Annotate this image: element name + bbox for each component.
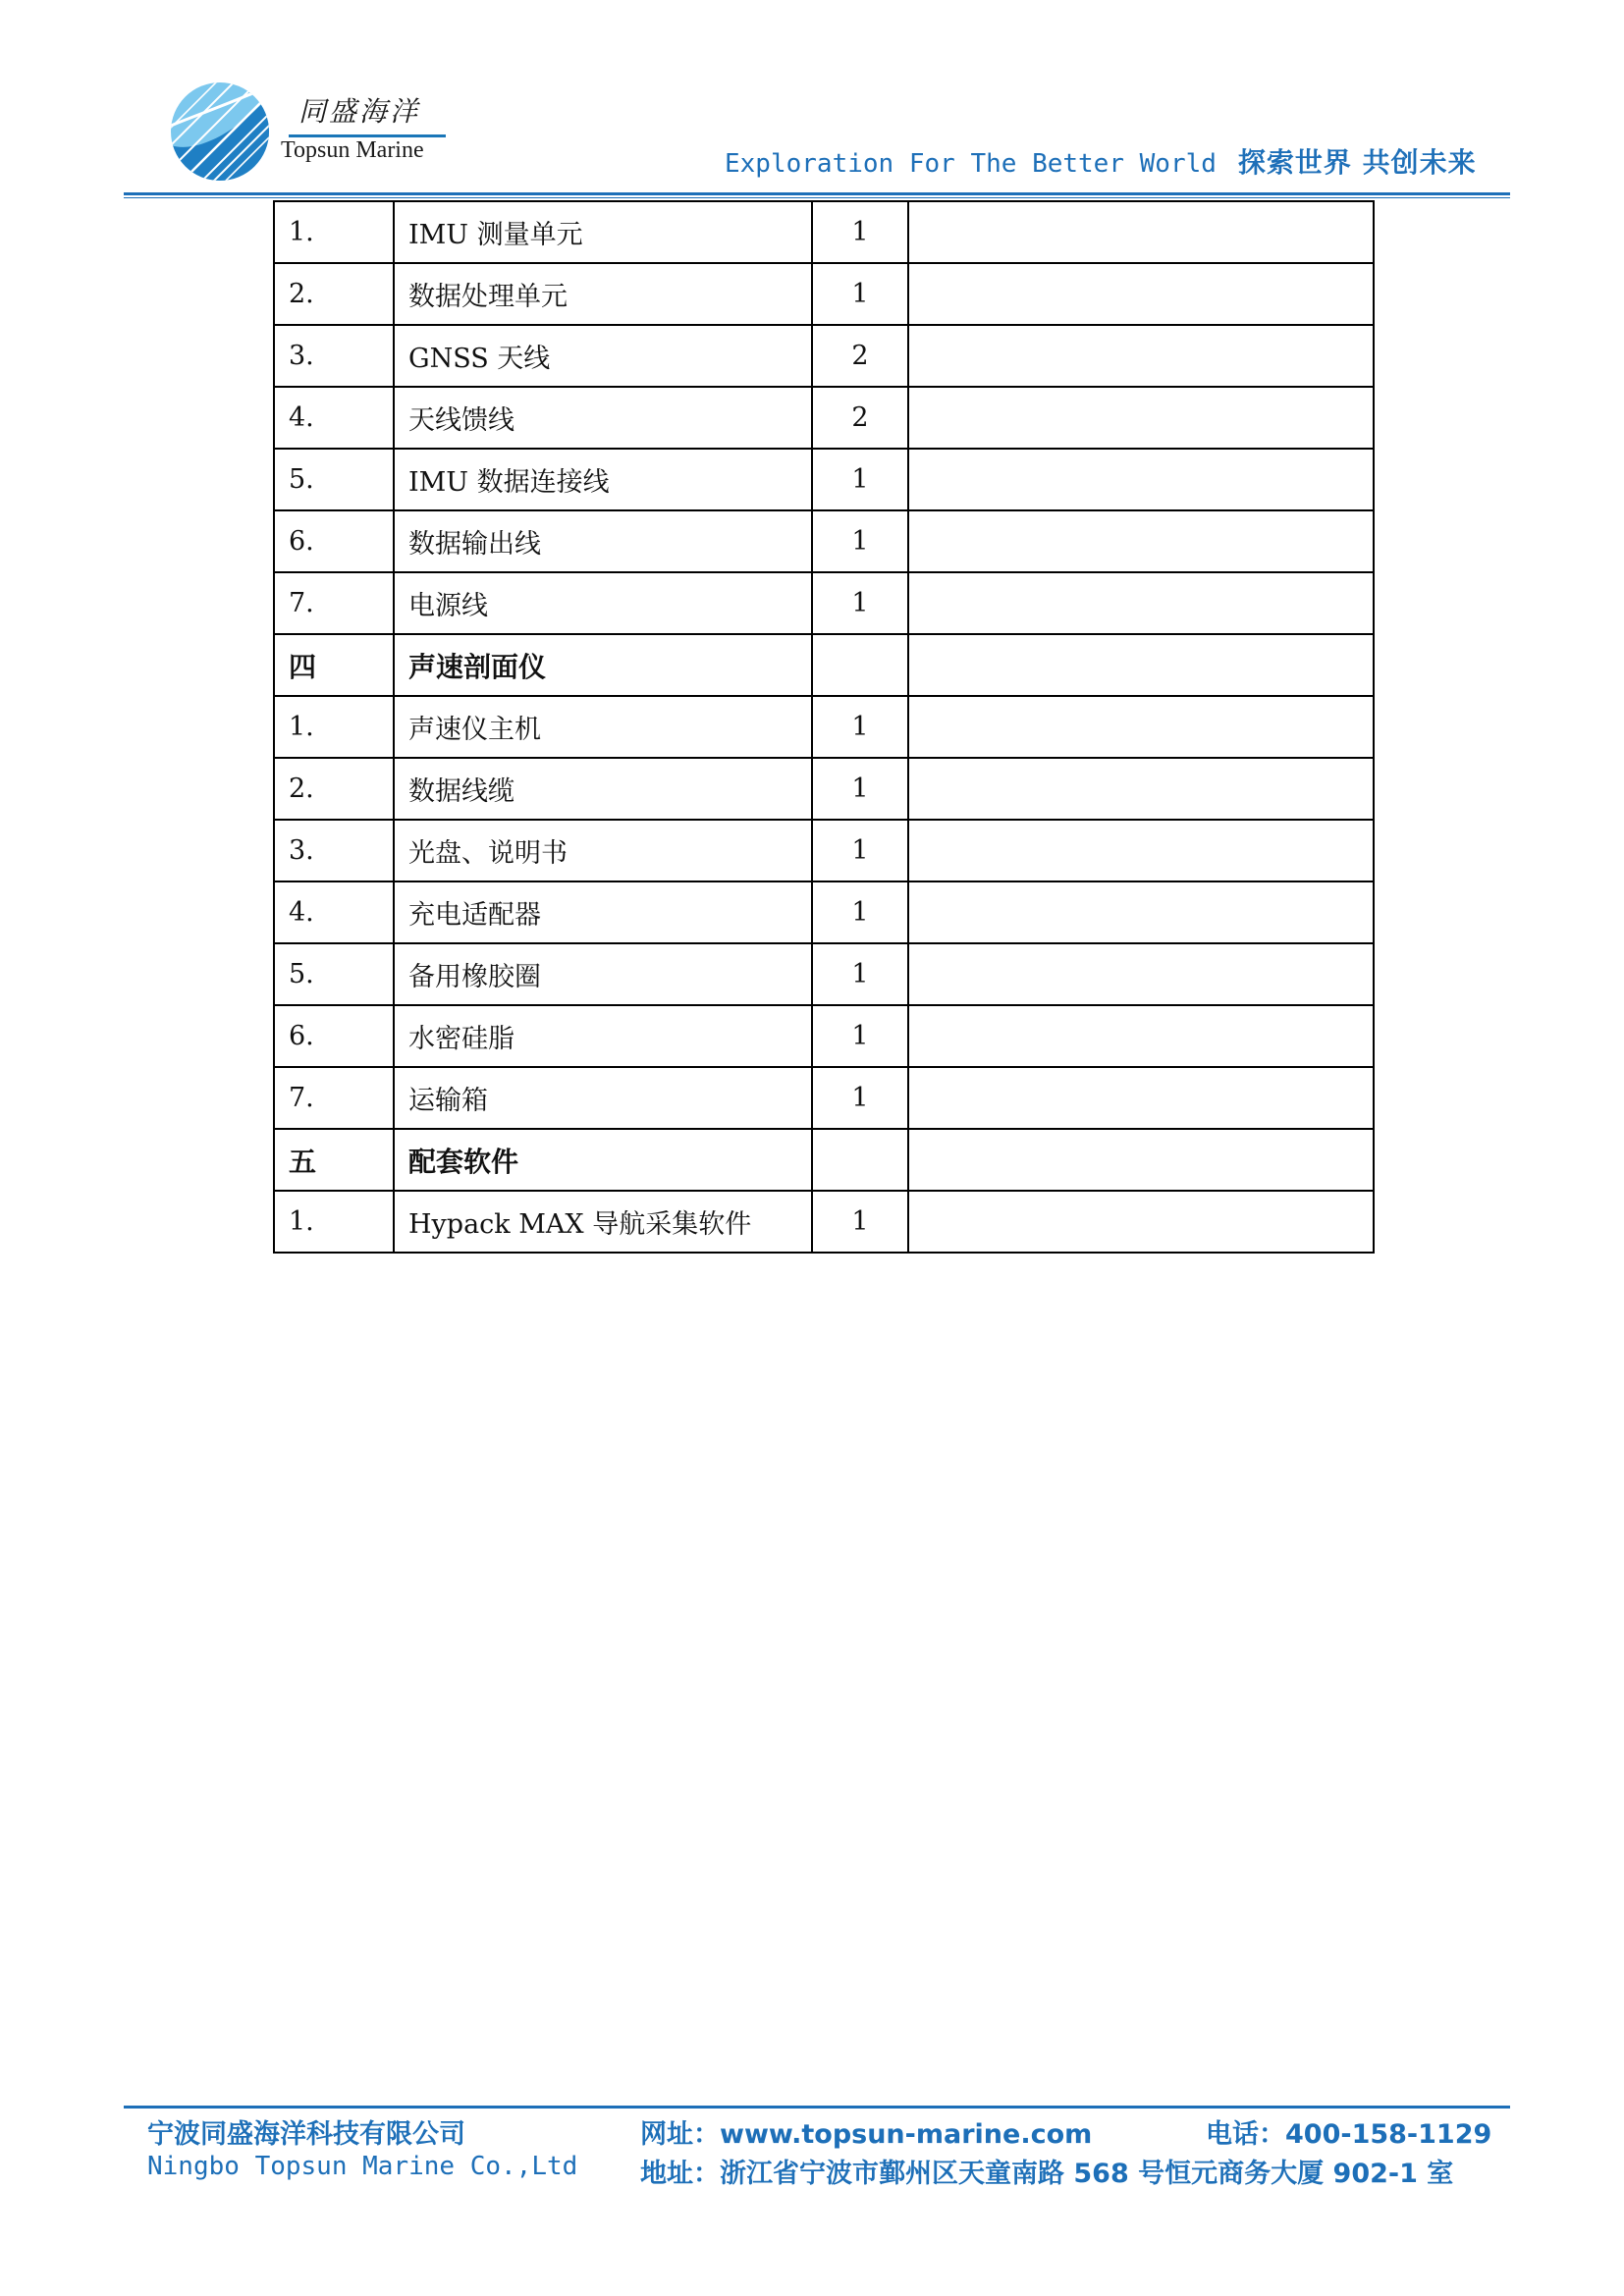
- remarks-cell: [908, 1067, 1374, 1129]
- item-name-cell: 配套软件: [394, 1129, 812, 1191]
- quantity-cell: [812, 1129, 908, 1191]
- row-number-cell: 2.: [274, 758, 394, 820]
- quantity-cell: 1: [812, 263, 908, 325]
- item-name-cell: 数据处理单元: [394, 263, 812, 325]
- quantity-cell: 1: [812, 696, 908, 758]
- item-name-cell: 充电适配器: [394, 881, 812, 943]
- footer-address: 地址：浙江省宁波市鄞州区天童南路 568 号恒元商务大厦 902-1 室: [640, 2159, 1454, 2189]
- remarks-cell: [908, 881, 1374, 943]
- remarks-cell: [908, 449, 1374, 510]
- table-row: [274, 1005, 1374, 1067]
- quantity-cell: 1: [812, 1005, 908, 1067]
- row-number-cell: 4.: [274, 387, 394, 449]
- remarks-cell: [908, 387, 1374, 449]
- row-number-cell: 1.: [274, 696, 394, 758]
- company-logo: [165, 77, 450, 187]
- table-row: [274, 572, 1374, 634]
- remarks-cell: [908, 758, 1374, 820]
- table-row: [274, 325, 1374, 387]
- item-name-cell: 数据线缆: [394, 758, 812, 820]
- logo-english-name: Topsun Marine: [281, 137, 424, 163]
- row-number-cell: 1.: [274, 1191, 394, 1253]
- table-body: [274, 201, 1374, 1253]
- quantity-cell: 1: [812, 758, 908, 820]
- item-name-cell: Hypack MAX 导航采集软件: [394, 1191, 812, 1253]
- row-number-cell: 3.: [274, 820, 394, 881]
- remarks-cell: [908, 201, 1374, 263]
- item-name-cell: 数据输出线: [394, 510, 812, 572]
- remarks-cell: [908, 1129, 1374, 1191]
- row-number-cell: 5.: [274, 943, 394, 1005]
- row-number-cell: 五: [274, 1129, 394, 1191]
- footer-website[interactable]: 网址：www.topsun-marine.com: [640, 2119, 1093, 2150]
- table-row: [274, 1191, 1374, 1253]
- item-name-cell: IMU 数据连接线: [394, 449, 812, 510]
- remarks-cell: [908, 1005, 1374, 1067]
- table-row: [274, 449, 1374, 510]
- table-row: [274, 201, 1374, 263]
- item-name-cell: 水密硅脂: [394, 1005, 812, 1067]
- quantity-cell: 1: [812, 201, 908, 263]
- row-number-cell: 6.: [274, 510, 394, 572]
- row-number-cell: 1.: [274, 201, 394, 263]
- remarks-cell: [908, 943, 1374, 1005]
- table-row: [274, 510, 1374, 572]
- quantity-cell: 1: [812, 449, 908, 510]
- quantity-cell: 2: [812, 387, 908, 449]
- table-row: [274, 820, 1374, 881]
- row-number-cell: 6.: [274, 1005, 394, 1067]
- remarks-cell: [908, 1191, 1374, 1253]
- row-number-cell: 3.: [274, 325, 394, 387]
- remarks-cell: [908, 696, 1374, 758]
- footer-company-cn: 宁波同盛海洋科技有限公司: [147, 2119, 465, 2150]
- row-number-cell: 2.: [274, 263, 394, 325]
- table-row: [274, 758, 1374, 820]
- table-row: [274, 263, 1374, 325]
- logo-chinese-name: 同盛海洋: [298, 95, 421, 128]
- table-section-row: [274, 634, 1374, 696]
- remarks-cell: [908, 510, 1374, 572]
- footer-phone: 电话：400-158-1129: [1206, 2119, 1492, 2150]
- table-row: [274, 696, 1374, 758]
- quantity-cell: 1: [812, 1067, 908, 1129]
- header-divider-thin: [124, 197, 1510, 198]
- footer-company-en: Ningbo Topsun Marine Co.,Ltd: [147, 2152, 578, 2181]
- item-name-cell: 声速仪主机: [394, 696, 812, 758]
- row-number-cell: 4.: [274, 881, 394, 943]
- remarks-cell: [908, 572, 1374, 634]
- quantity-cell: 1: [812, 510, 908, 572]
- header-slogan: [725, 141, 1481, 181]
- table-row: [274, 387, 1374, 449]
- table-row: [274, 881, 1374, 943]
- row-number-cell: 5.: [274, 449, 394, 510]
- slogan-chinese: 探索世界 共创未来: [1237, 146, 1477, 179]
- item-name-cell: 声速剖面仪: [394, 634, 812, 696]
- quantity-cell: 1: [812, 572, 908, 634]
- item-name-cell: IMU 测量单元: [394, 201, 812, 263]
- remarks-cell: [908, 634, 1374, 696]
- quantity-cell: 1: [812, 820, 908, 881]
- remarks-cell: [908, 263, 1374, 325]
- row-number-cell: 7.: [274, 1067, 394, 1129]
- quantity-cell: 1: [812, 943, 908, 1005]
- footer-divider: [124, 2106, 1510, 2109]
- remarks-cell: [908, 820, 1374, 881]
- globe-logo-icon: [165, 77, 275, 187]
- quantity-cell: 1: [812, 881, 908, 943]
- row-number-cell: 7.: [274, 572, 394, 634]
- quantity-cell: [812, 634, 908, 696]
- table-row: [274, 1067, 1374, 1129]
- row-number-cell: 四: [274, 634, 394, 696]
- table-section-row: [274, 1129, 1374, 1191]
- item-name-cell: 电源线: [394, 572, 812, 634]
- item-name-cell: GNSS 天线: [394, 325, 812, 387]
- item-name-cell: 光盘、说明书: [394, 820, 812, 881]
- equipment-list-table: [273, 200, 1375, 1254]
- item-name-cell: 运输箱: [394, 1067, 812, 1129]
- item-name-cell: 天线馈线: [394, 387, 812, 449]
- header-divider: [124, 192, 1510, 195]
- item-name-cell: 备用橡胶圈: [394, 943, 812, 1005]
- quantity-cell: 2: [812, 325, 908, 387]
- table-row: [274, 943, 1374, 1005]
- slogan-english: Exploration For The Better World: [725, 149, 1217, 179]
- quantity-cell: 1: [812, 1191, 908, 1253]
- remarks-cell: [908, 325, 1374, 387]
